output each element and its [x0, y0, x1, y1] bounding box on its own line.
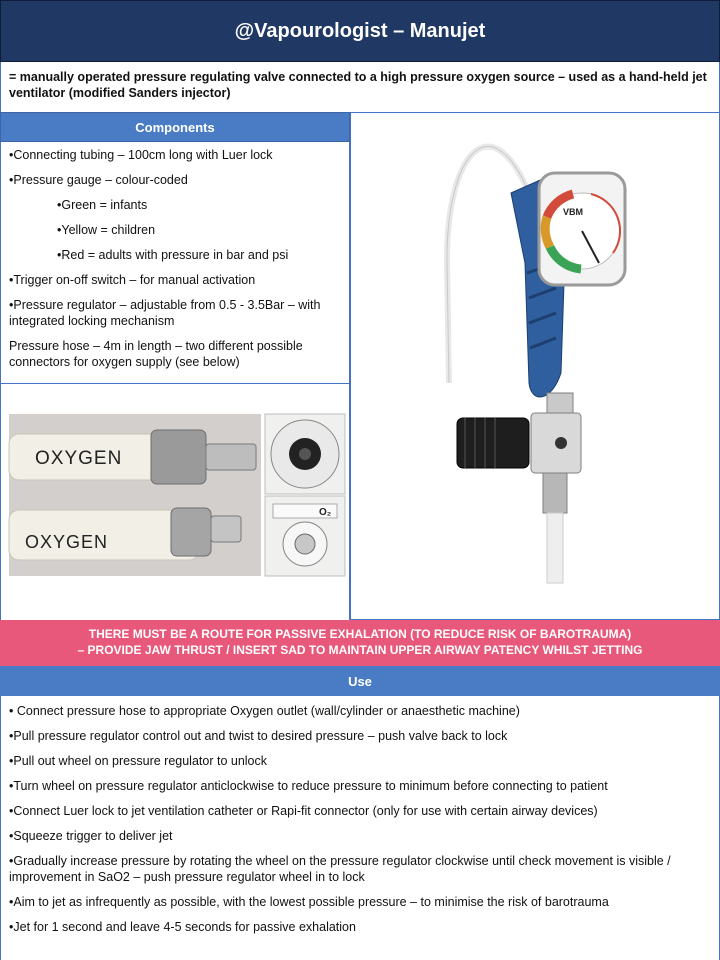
list-item: •Turn wheel on pressure regulator anticlockwise to reduce pressure to minimum before connecting to patient — [9, 779, 608, 793]
pressure-regulator-knob — [457, 418, 529, 468]
manujet-photo-panel — [350, 112, 720, 620]
warning-line-1: THERE MUST BE A ROUTE FOR PASSIVE EXHALATION (TO REDUCE RISK OF BAROTRAUMA) — [88, 627, 632, 641]
use-list — [0, 696, 720, 960]
hose-top-coupling — [151, 430, 206, 484]
list-item: Pressure hose – 4m in length – two different possible connectors for oxygen supply (see below) — [9, 339, 303, 369]
list-item: •Aim to jet as infrequently as possible, with the lowest possible pressure – to minimise the risk of barotrauma — [9, 895, 609, 909]
use-header: Use — [0, 666, 720, 696]
page-title: @Vapourologist – Manujet — [0, 0, 720, 62]
list-item: •Pull out wheel on pressure regulator to unlock — [9, 754, 267, 768]
hose-bottom-label: OXYGEN — [25, 532, 109, 552]
components-list — [0, 142, 350, 384]
list-item: • Connect pressure hose to appropriate Oxygen outlet (wall/cylinder or anaesthetic machine) — [9, 704, 520, 718]
connecting-tubing — [447, 146, 529, 383]
warning-line-2: – PROVIDE JAW THRUST / INSERT SAD TO MAINTAIN UPPER AIRWAY PATENCY WHILST JETTING — [77, 643, 643, 657]
list-item: •Trigger on-off switch – for manual activation — [9, 273, 256, 287]
list-item: •Red = adults with pressure in bar and psi — [57, 248, 289, 262]
list-item: •Connect Luer lock to jet ventilation catheter or Rapi-fit connector (only for use with certain airway devices) — [9, 804, 598, 818]
pressure-hose-stub — [547, 513, 563, 583]
lower-fitting — [543, 473, 567, 513]
hose-bottom-probe — [211, 516, 241, 542]
outlet-socket-2 — [295, 534, 315, 554]
components-header: Components — [0, 112, 350, 142]
list-item: •Gradually increase pressure by rotating the wheel on the pressure regulator clockwise until check movement is visible / improvement in SaO2 – push pressure regulator wheel in to lock — [9, 854, 671, 884]
list-item: •Pressure regulator – adjustable from 0.5 - 3.5Bar – with integrated locking mechanism — [9, 298, 321, 328]
list-item: •Jet for 1 second and leave 4-5 seconds for passive exhalation — [9, 920, 356, 934]
list-item: •Connecting tubing – 100cm long with Luer lock — [9, 148, 273, 162]
oxygen-connectors-photo — [1, 384, 351, 620]
manujet-device-photo — [351, 113, 720, 621]
outlet-socket-core — [299, 448, 311, 460]
definition-text: = manually operated pressure regulating valve connected to a high pressure oxygen source – used as a hand-held jet ventilator (modified Sanders injector) — [0, 62, 720, 112]
gauge-yellow-zone — [545, 217, 550, 247]
hose-bottom-coupling — [171, 508, 211, 556]
list-item: •Green = infants — [57, 198, 148, 212]
hose-top-label: OXYGEN — [35, 448, 123, 469]
list-item: •Pull pressure regulator control out and twist to desired pressure – push valve back to lock — [9, 729, 508, 743]
warning-banner — [0, 620, 720, 666]
outlet-label: O₂ — [319, 507, 332, 518]
gauge-brand: VBM — [563, 207, 583, 217]
list-item: •Squeeze trigger to deliver jet — [9, 829, 173, 843]
valve-port — [555, 437, 567, 449]
connectors-photo-panel — [0, 384, 350, 620]
list-item: •Pressure gauge – colour-coded — [9, 173, 188, 187]
hose-top-probe — [206, 444, 256, 470]
list-item: •Yellow = children — [57, 223, 156, 237]
